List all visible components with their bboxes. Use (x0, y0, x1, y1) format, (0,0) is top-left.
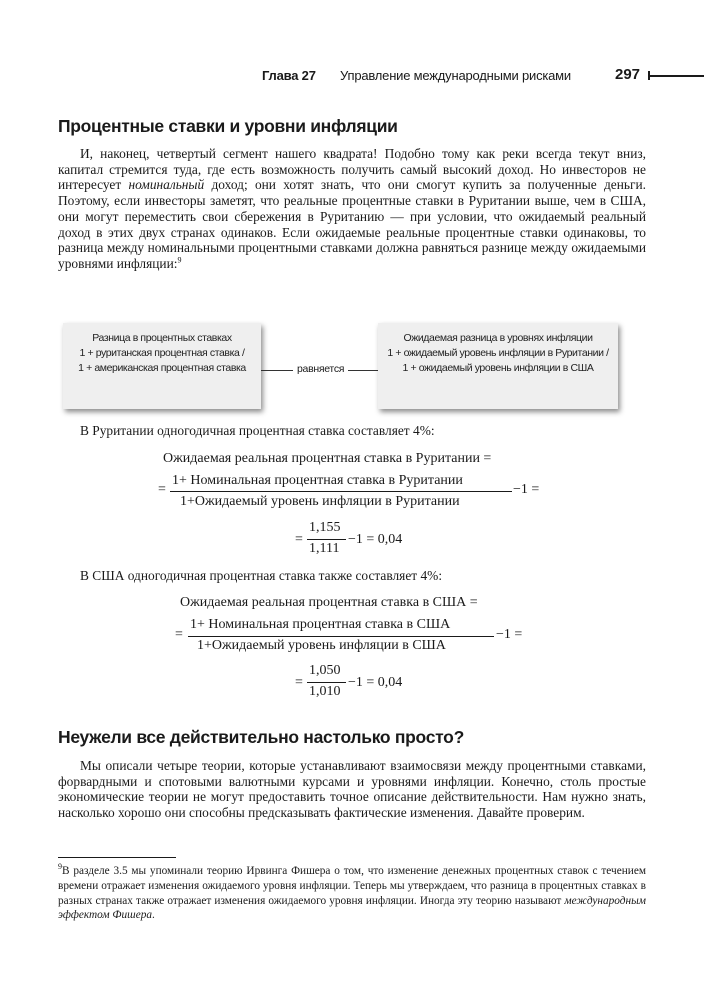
diagram-box-title: Ожидаемая разница в уровнях инфляции (403, 332, 593, 344)
usa-fraction-bar (188, 636, 494, 637)
ruritania-calc-denominator: 1,111 (309, 541, 340, 556)
diagram-box-line: 1 + ожидаемый уровень инфляции в США (402, 362, 594, 374)
usa-formula-title: Ожидаемая реальная процентная ставка в США = (180, 595, 478, 610)
diagram-box-interest-difference (63, 323, 261, 409)
usa-eq-prefix: = (175, 627, 183, 642)
usa-calc-denominator: 1,010 (309, 684, 341, 699)
paragraph-text: И, наконец, четвертый сегмент нашего квадрата! Подобно тому как реки всегда текут вниз, капитал стремится туда, где есть возможность получить самый высокий доход. Но инвесторов не интересует (58, 146, 646, 193)
ruritania-calc-numerator: 1,155 (309, 520, 341, 535)
footnote-ref: 9 (177, 255, 182, 265)
body-paragraph-theories: Мы описали четыре теории, которые устанавливают взаимосвязи между процентными ставками, форвардными и спотовыми валютными курсами и уровнями инфляции. Конечно, столь простые экономические теории не могут предоставить точное описание действительности. Нам нужно знать, насколько хорошо они способны предсказывать фактические изменения. Давайте проверим. (58, 758, 646, 821)
ruritania-formula-title: Ожидаемая реальная процентная ставка в Руритании = (163, 451, 492, 466)
section-heading-interest-rates: Процентные ставки и уровни инфляции (58, 116, 398, 136)
emphasis-text: номинальный (128, 177, 205, 193)
page-number: 297 (615, 66, 641, 83)
footnote-emphasis: международным эффектом Фишера (58, 894, 646, 922)
header-rule (650, 75, 704, 77)
diagram-connector-right (348, 370, 378, 371)
chapter-label: Глава 27 (262, 68, 316, 83)
ruritania-calc-suffix: −1 = 0,04 (348, 532, 403, 547)
footnote-text: В разделе 3.5 мы упоминали теорию Ирвинга Фишера о том, что изменение денежных процентных ставок с течением времени отражает изменения ожидаемого уровня инфляции. Теперь мы утверждаем, что разница в процентных ставках в разных странах также отражает изменения ожидаемого уровня инфляции. Иногда эту теорию называют (58, 865, 646, 907)
ruritania-denominator: 1+Ожидаемый уровень инфляции в Руритании (180, 494, 460, 509)
section-heading-is-it-simple: Неужели все действительно настолько просто? (58, 727, 464, 747)
body-paragraph-intro (58, 146, 646, 272)
ruritania-calc-prefix: = (295, 532, 303, 547)
paragraph-text: доход; они хотят знать, что они смогут купить за полученные деньги. Поэтому, если инвесторы заметят, что реальные процентные ставки в Руритании выше, чем в США, они могут переместить свои сбережения в Руританию — при условии, что ожидаемый реальный доход в этих двух странах одинаков. Если ожидаемые реальные процентные ставки одинаковы, то разница между номинальными процентными ставками должна равняться разнице между ожидаемыми уровнями инфляции: (58, 177, 646, 271)
usa-calc-suffix: −1 = 0,04 (348, 675, 403, 690)
diagram-connector-left (261, 370, 293, 371)
running-header (0, 66, 704, 86)
usa-denominator: 1+Ожидаемый уровень инфляции в США (197, 638, 446, 653)
ruritania-eq-prefix: = (158, 482, 166, 497)
diagram-box-title: Разница в процентных ставках (92, 332, 232, 344)
usa-intro: В США одногодичная процентная ставка также составляет 4%: (80, 568, 443, 583)
usa-numerator: 1+ Номинальная процентная ставка в США (190, 617, 451, 632)
diagram-box-line: 1 + американская процентная ставка (78, 362, 246, 374)
usa-calc-prefix: = (295, 675, 303, 690)
ruritania-calc-fraction-bar (307, 539, 346, 540)
ruritania-eq-suffix: −1 = (513, 482, 540, 497)
diagram-connector-label: равняется (297, 363, 345, 375)
footnote (58, 864, 646, 923)
chapter-title: Управление международными рисками (340, 68, 571, 83)
ruritania-fraction-bar (170, 491, 512, 492)
ruritania-numerator: 1+ Номинальная процентная ставка в Руритании (172, 473, 463, 488)
usa-calc-fraction-bar (307, 682, 346, 683)
footnote-number: 9 (58, 862, 62, 872)
usa-eq-suffix: −1 = (496, 627, 523, 642)
diagram-box-line: 1 + ожидаемый уровень инфляции в Руритании / (387, 347, 609, 359)
diagram-box-line: 1 + руританская процентная ставка / (79, 347, 245, 359)
ruritania-intro: В Руритании одногодичная процентная ставка составляет 4%: (80, 423, 435, 438)
diagram-box-inflation-difference (378, 323, 618, 409)
footnote-text-end: . (152, 909, 155, 922)
footnote-rule (58, 857, 176, 858)
usa-calc-numerator: 1,050 (309, 663, 341, 678)
